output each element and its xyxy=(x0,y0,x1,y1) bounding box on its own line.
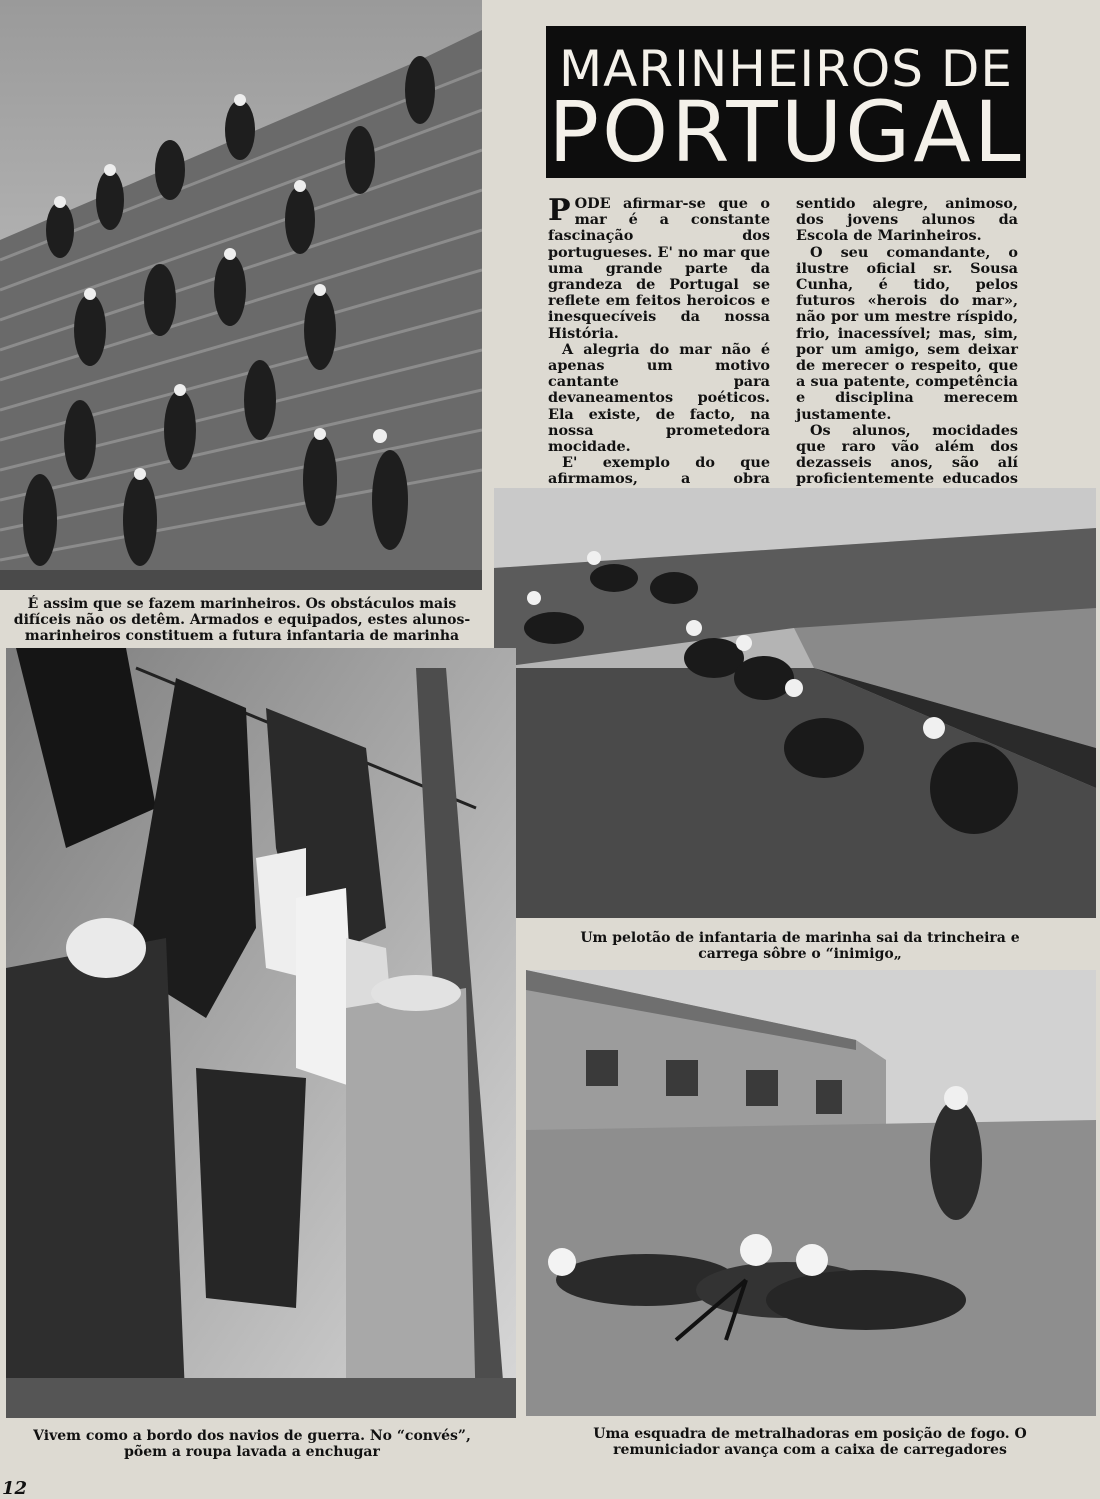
photo-laundry xyxy=(6,648,516,1418)
paragraph: O seu comandante, o ilustre oficial sr. Sousa Cunha, é tido, pelos futuros «herois do mar», não por um mestre ríspido, frio, inacessível; mas, sim, por um amigo, sem deixar de merecer o respeito, que a sua patente, competência e disciplina merecem justamente. xyxy=(796,243,1018,423)
page-number: 12 xyxy=(2,1478,28,1499)
paragraph: sentido alegre, animoso, dos jovens alunos da Escola de Marinheiros. xyxy=(796,195,1018,245)
paragraph: ODE afirmar-se que o mar é a constante fascinação dos portugueses. E' no mar que uma grande parte da grandeza de Portugal se reflete em feitos heroicos e inesquecíveis da nossa História. xyxy=(548,195,770,342)
caption-laundry: Vivem como a bordo dos navios de guerra. No “convés”, põem a roupa lavada a enchugar xyxy=(33,1428,471,1460)
photo-trench-charge xyxy=(494,488,1096,918)
drop-cap: P xyxy=(548,193,571,228)
photo-wall-climbing xyxy=(0,0,482,590)
caption-wall-climbing: É assim que se fazem marinheiros. Os obstáculos mais difíceis não os detêm. Armados e equipados, estes alunos-marinheiros constituem a futura infantaria de marinha xyxy=(13,596,471,644)
paragraph: E' exemplo do que afirmamos, a obra xyxy=(548,454,770,488)
article-title xyxy=(546,26,1026,181)
paragraph: Os alunos, mocidades que raro vão além dos dezasseis anos, são alí proficientemente educados xyxy=(796,421,1018,488)
title-line-1: MARINHEIROS DE xyxy=(559,40,1013,98)
photo-machine-gun-squad xyxy=(526,970,1096,1416)
caption-trench-charge: Um pelotão de infantaria de marinha sai da trincheira e carrega sôbre o “inimigo„ xyxy=(580,930,1020,962)
paragraph: A alegria do mar não é apenas um motivo cantante para devaneamentos poéticos. Ela existe, de facto, na nossa prometedora mocidade. xyxy=(548,340,770,456)
caption-machine-gun-squad: Uma esquadra de metralhadoras em posição de fogo. O remuniciador avança com a caixa de carregadores xyxy=(593,1426,1027,1458)
title-line-2: PORTUGAL xyxy=(548,83,1024,181)
